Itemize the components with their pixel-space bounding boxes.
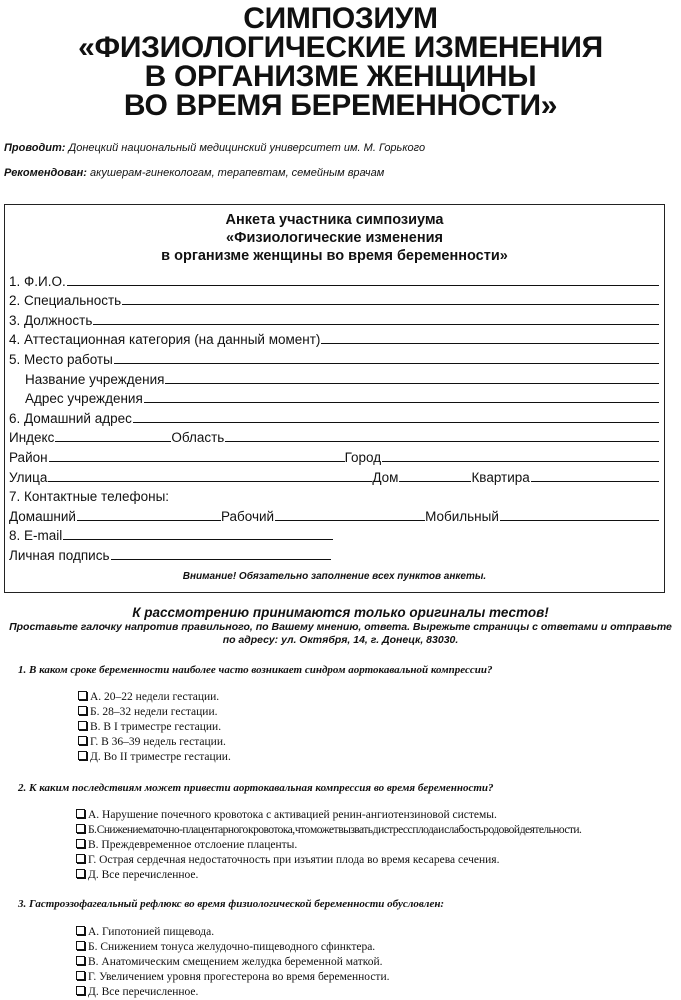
form-fields [9,269,659,563]
question-2-option-d[interactable]: Г. Острая сердечная недостаточность при изъятии плода во время кесарева сечения. [76,853,581,868]
field-name-label: 1. Ф.И.О. [9,273,66,289]
field-house-label: Дом [372,469,399,485]
question-2-text: 2. К каким последствиям может привести аортокавальная компрессия во время беременности? [18,782,494,794]
field-house-input[interactable] [399,481,471,482]
form-title-line-2: «Физиологические изменения [226,230,443,246]
field-index-region-row [9,426,659,446]
field-name-row [9,269,659,289]
field-institution-address-input[interactable] [144,402,659,403]
field-city-label: Город [344,449,382,465]
participant-form [4,204,665,593]
field-region-input[interactable] [225,441,659,442]
question-1-option-d[interactable]: Г. В 36–39 недель гестации. [78,735,231,750]
title-line-3: В ОРГАНИЗМЕ ЖЕНЩИНЫ [144,60,537,93]
checkbox-icon[interactable] [76,986,85,995]
field-workplace-row [9,347,659,367]
question-3-option-b[interactable]: Б. Снижением тонуса желудочно-пищеводного сфинктера. [76,940,389,955]
field-work-phone-input[interactable] [275,520,425,521]
checkbox-icon[interactable] [76,941,85,950]
title-line-1: СИМПОЗИУМ [243,2,438,35]
field-institution-name-label: Название учреждения [25,371,165,387]
field-street-row [9,465,659,485]
question-1-text: 1. В каком сроке беременности наиболее часто возникает синдром аортокавальной компрессии? [18,664,493,676]
question-1-option-b[interactable]: Б. 28–32 недели гестации. [78,705,231,720]
checkbox-icon[interactable] [76,926,85,935]
field-email-label: 8. E-mail [9,528,63,544]
field-city-input[interactable] [382,461,659,462]
field-apartment-input[interactable] [531,481,659,482]
checkbox-icon[interactable] [76,971,85,980]
field-signature-row [9,543,659,563]
field-category-label: 4. Аттестационная категория (на данный момент) [9,332,321,348]
conducted-by [4,142,425,154]
checkbox-icon[interactable] [78,691,87,700]
question-1-option-e[interactable]: Д. Во II триместре гестации. [78,750,231,765]
field-home-address-label: 6. Домашний адрес [9,410,132,426]
field-index-input[interactable] [55,441,171,442]
field-work-phone-label: Рабочий [220,508,275,524]
checkbox-icon[interactable] [76,956,85,965]
question-3-options [76,925,389,1000]
checkbox-icon[interactable] [78,706,87,715]
field-institution-name-input[interactable] [165,383,659,384]
field-phone-numbers-row [9,504,659,524]
field-home-address-input[interactable] [133,422,659,423]
field-district-city-row [9,445,659,465]
field-street-label: Улица [9,469,48,485]
field-workplace-label: 5. Место работы [9,351,113,367]
field-position-row [9,308,659,328]
question-1-option-a[interactable]: А. 20–22 недели гестации. [78,690,231,705]
question-1-option-c[interactable]: В. В I триместре гестации. [78,720,231,735]
field-phones-label: 7. Контактные телефоны: [9,489,170,505]
checkbox-icon[interactable] [76,824,85,833]
question-2-option-e[interactable]: Д. Все перечисленное. [76,868,581,883]
field-mobile-phone-label: Мобильный [425,508,499,524]
field-specialty-row [9,289,659,309]
field-position-label: 3. Должность [9,312,93,328]
field-institution-name-row [9,367,659,387]
field-phones-row [9,485,659,505]
checkbox-icon[interactable] [78,751,87,760]
form-title-line-3: в организме женщины во время беременности» [161,248,508,264]
checkbox-icon[interactable] [76,854,85,863]
recommended-value: акушерам-гинекологам, терапевтам, семейным врачам [86,167,385,179]
field-home-address-row [9,406,659,426]
question-3-text: 3. Гастроэзофагеальный рефлюкс во время физиологической беременности обусловлен: [18,898,445,910]
field-name-input[interactable] [67,285,659,286]
form-warning: Внимание! Обязательно заполнение всех пунктов анкеты. [182,571,487,582]
field-apartment-label: Квартира [471,469,530,485]
form-title [5,211,664,265]
title-line-4: ВО ВРЕМЯ БЕРЕМЕННОСТИ» [123,89,558,122]
field-home-phone-label: Домашний [9,508,76,524]
submission-notice [0,604,681,647]
question-2-options [76,808,581,883]
field-signature-label: Личная подпись [9,547,110,563]
checkbox-icon[interactable] [78,721,87,730]
field-mobile-phone-input[interactable] [500,520,659,521]
checkbox-icon[interactable] [76,869,85,878]
field-category-row [9,328,659,348]
field-position-input[interactable] [93,324,659,325]
field-email-input[interactable] [63,539,333,540]
checkbox-icon[interactable] [78,736,87,745]
recommended-label: Рекомендован: [4,167,87,179]
question-3-option-a[interactable]: А. Гипотонией пищевода. [76,925,389,940]
field-specialty-label: 2. Специальность [9,293,122,309]
question-2-option-b[interactable]: Б. Снижение маточно-плацентарного кровотока, что может вызвать дистресс плода и слабость родовой деятельности. [76,823,581,838]
field-category-input[interactable] [321,343,659,344]
field-district-label: Район [9,449,48,465]
field-signature-input[interactable] [111,559,331,560]
field-home-phone-input[interactable] [77,520,221,521]
question-2-option-a[interactable]: А. Нарушение почечного кровотока с активацией ренин-ангиотензиновой системы. [76,808,581,823]
checkbox-icon[interactable] [76,809,85,818]
field-region-label: Область [171,430,225,446]
field-email-row [9,524,659,544]
notice-headline: К рассмотрению принимаются только оригиналы тестов! [132,605,549,620]
notice-line-1: Проставьте галочку напротив правильного, по Вашему мнению, ответа. Вырежьте страницы с ответами и отправьте [9,621,672,633]
field-specialty-input[interactable] [122,304,659,305]
notice-line-2: по адресу: ул. Октября, 14, г. Донецк, 83030. [222,634,459,646]
conducted-value: Донецкий национальный медицинский университет им. М. Горького [65,142,426,154]
title-line-2: «ФИЗИОЛОГИЧЕСКИЕ ИЗМЕНЕНИЯ [78,31,603,64]
field-index-label: Индекс [9,430,55,446]
symposium-title [0,4,681,120]
form-title-line-1: Анкета участника симпозиума [225,212,444,228]
field-district-input[interactable] [49,461,345,462]
question-1-options [78,690,231,765]
field-institution-address-row [9,387,659,407]
question-3-option-c[interactable]: В. Анатомическим смещением желудка беременной маткой. [76,955,389,970]
recommended-for [4,167,384,179]
field-workplace-input[interactable] [114,363,659,364]
conducted-label: Проводит: [4,142,66,154]
field-institution-address-label: Адрес учреждения [25,391,143,407]
checkbox-icon[interactable] [76,839,85,848]
question-3-option-d[interactable]: Г. Увеличением уровня прогестерона во время беременности. [76,970,389,985]
field-street-input[interactable] [48,481,372,482]
question-3-option-e[interactable]: Д. Все перечисленное. [76,985,389,1000]
question-2-option-c[interactable]: В. Преждевременное отслоение плаценты. [76,838,581,853]
